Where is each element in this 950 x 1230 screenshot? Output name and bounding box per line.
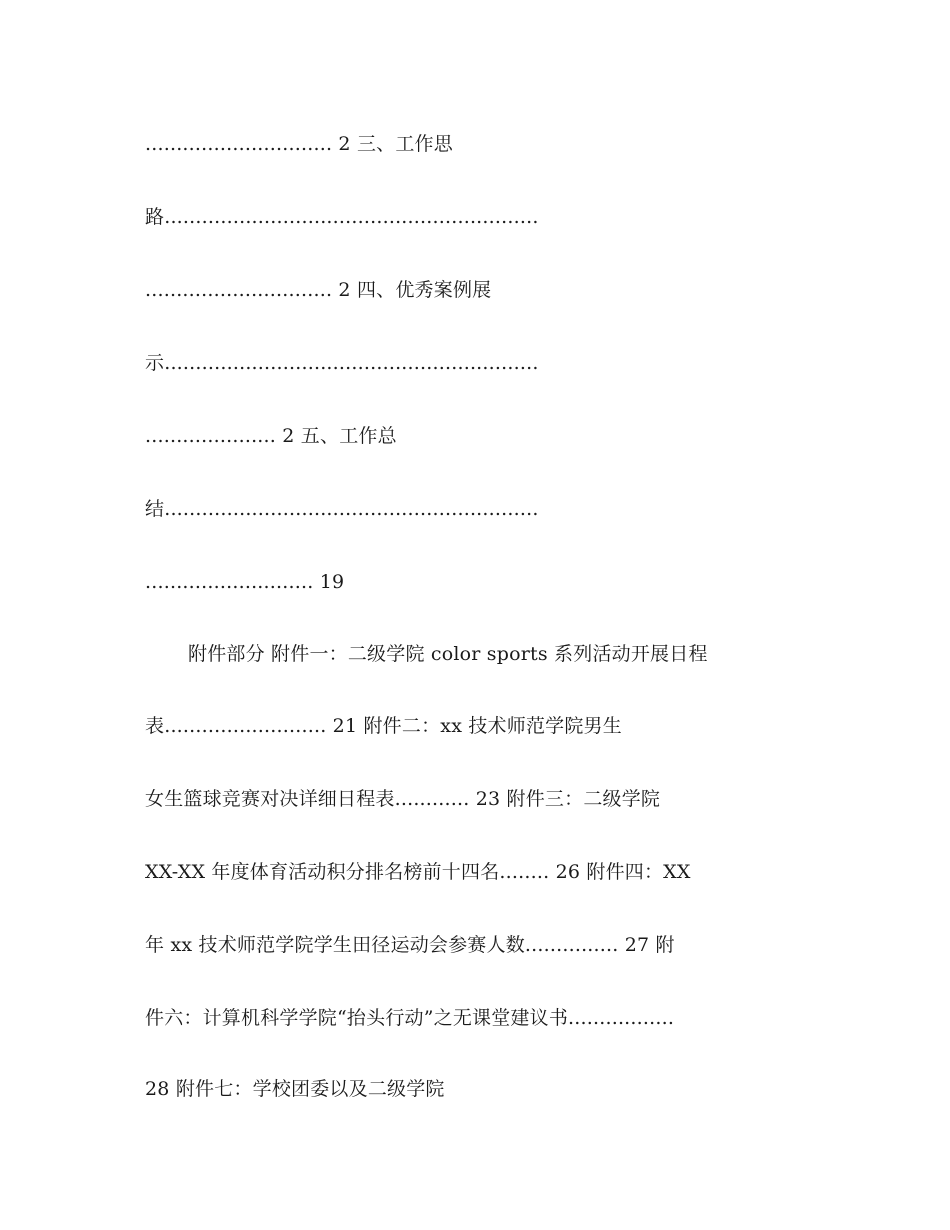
appendix-line-5: 件六：计算机科学学院“抬头行动”之无课堂建议书................. <box>145 1007 675 1029</box>
appendix-line-1: 表.......................... 21 附件二：xx 技术师范学院男生 <box>145 715 622 737</box>
appendix-line-3: XX-XX 年度体育活动积分排名榜前十四名........ 26 附件四：XX <box>145 861 691 883</box>
toc-line-7: ........................... 19 <box>145 571 345 593</box>
toc-line-3: .............................. 2 四、优秀案例展 <box>145 279 492 301</box>
appendix-line-4: 年 xx 技术师范学院学生田径运动会参赛人数............... 27 附 <box>145 934 675 956</box>
toc-line-5: ..................... 2 五、工作总 <box>145 425 397 447</box>
appendix-line-2: 女生篮球竞赛对决详细日程表............ 23 附件三：二级学院 <box>145 788 661 810</box>
appendix-line-6: 28 附件七：学校团委以及二级学院 <box>145 1078 445 1100</box>
appendix-heading-line: 附件部分 附件一：二级学院 color sports 系列活动开展日程 <box>188 643 708 665</box>
toc-line-1: .............................. 2 三、工作思 <box>145 133 453 155</box>
toc-line-6: 结............................................................ <box>145 498 539 520</box>
toc-line-2: 路............................................................ <box>145 206 539 228</box>
toc-line-4: 示............................................................ <box>145 352 539 374</box>
